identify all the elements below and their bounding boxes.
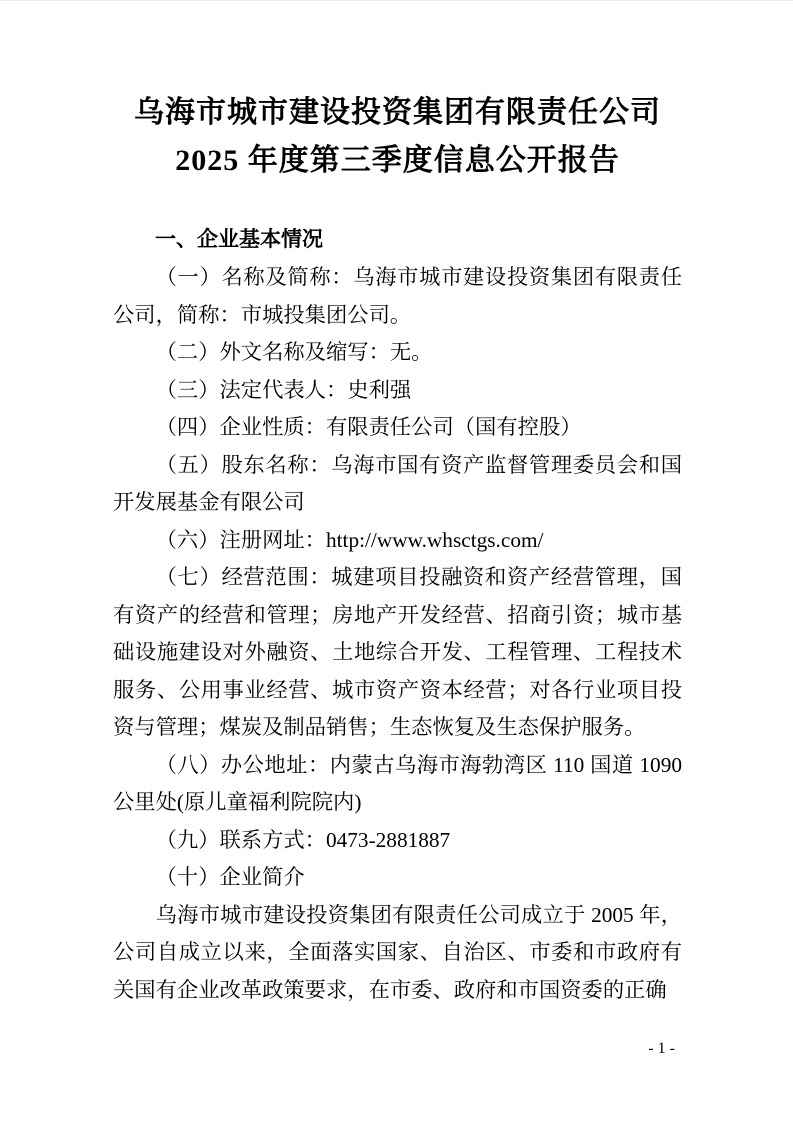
paragraph-company-profile-text: 乌海市城市建设投资集团有限责任公司成立于 2005 年，公司自成立以来，全面落实国家、自治区、市委和市政府有关国有企业改革政策要求，在市委、政府和市国资委的正确 [113, 902, 682, 1002]
document-body [113, 89, 682, 1009]
paragraph-list [113, 259, 682, 1009]
page-number: - 1 - [648, 1040, 675, 1057]
paragraph-legal-representative: （三）法定代表人：史利强 [155, 377, 412, 402]
paragraph-registered-website: （六）注册网址：http://www.whsctgs.com/ [155, 527, 544, 552]
paragraph-contact-info: （九）联系方式：0473-2881887 [155, 827, 451, 852]
report-title-line1: 乌海市城市建设投资集团有限责任公司 [134, 96, 661, 129]
section-heading-company-basic-info: 一、企业基本情况 [155, 228, 323, 251]
paragraph-office-address: （八）办公地址：内蒙古乌海市海勃湾区 110 国道 1090 公里处(原儿童福利院院内) [113, 752, 682, 814]
paragraph-shareholder-name: （五）股东名称：乌海市国有资产监督管理委员会和国开发展基金有限公司 [113, 452, 682, 514]
report-title-line2: 2025 年度第三季度信息公开报告 [175, 144, 620, 177]
paragraph-company-profile-heading: （十）企业简介 [155, 865, 305, 889]
paragraph-name-abbreviation: （一）名称及简称：乌海市城市建设投资集团有限责任公司，简称：市城投集团公司。 [113, 265, 682, 327]
paragraph-company-nature: （四）企业性质：有限责任公司（国有控股） [155, 415, 582, 439]
paragraph-business-scope: （七）经营范围：城建项目投融资和资产经营管理，国有资产的经营和管理；房地产开发经营、招商引资；城市基础设施建设对外融资、土地综合开发、工程管理、工程技术服务、公用事业经营、城市资产资本经营；对各行业项目投资与管理；煤炭及制品销售；生态恢复及生态保护服务。 [113, 565, 682, 739]
paragraph-foreign-name: （二）外文名称及缩写：无。 [155, 340, 433, 364]
